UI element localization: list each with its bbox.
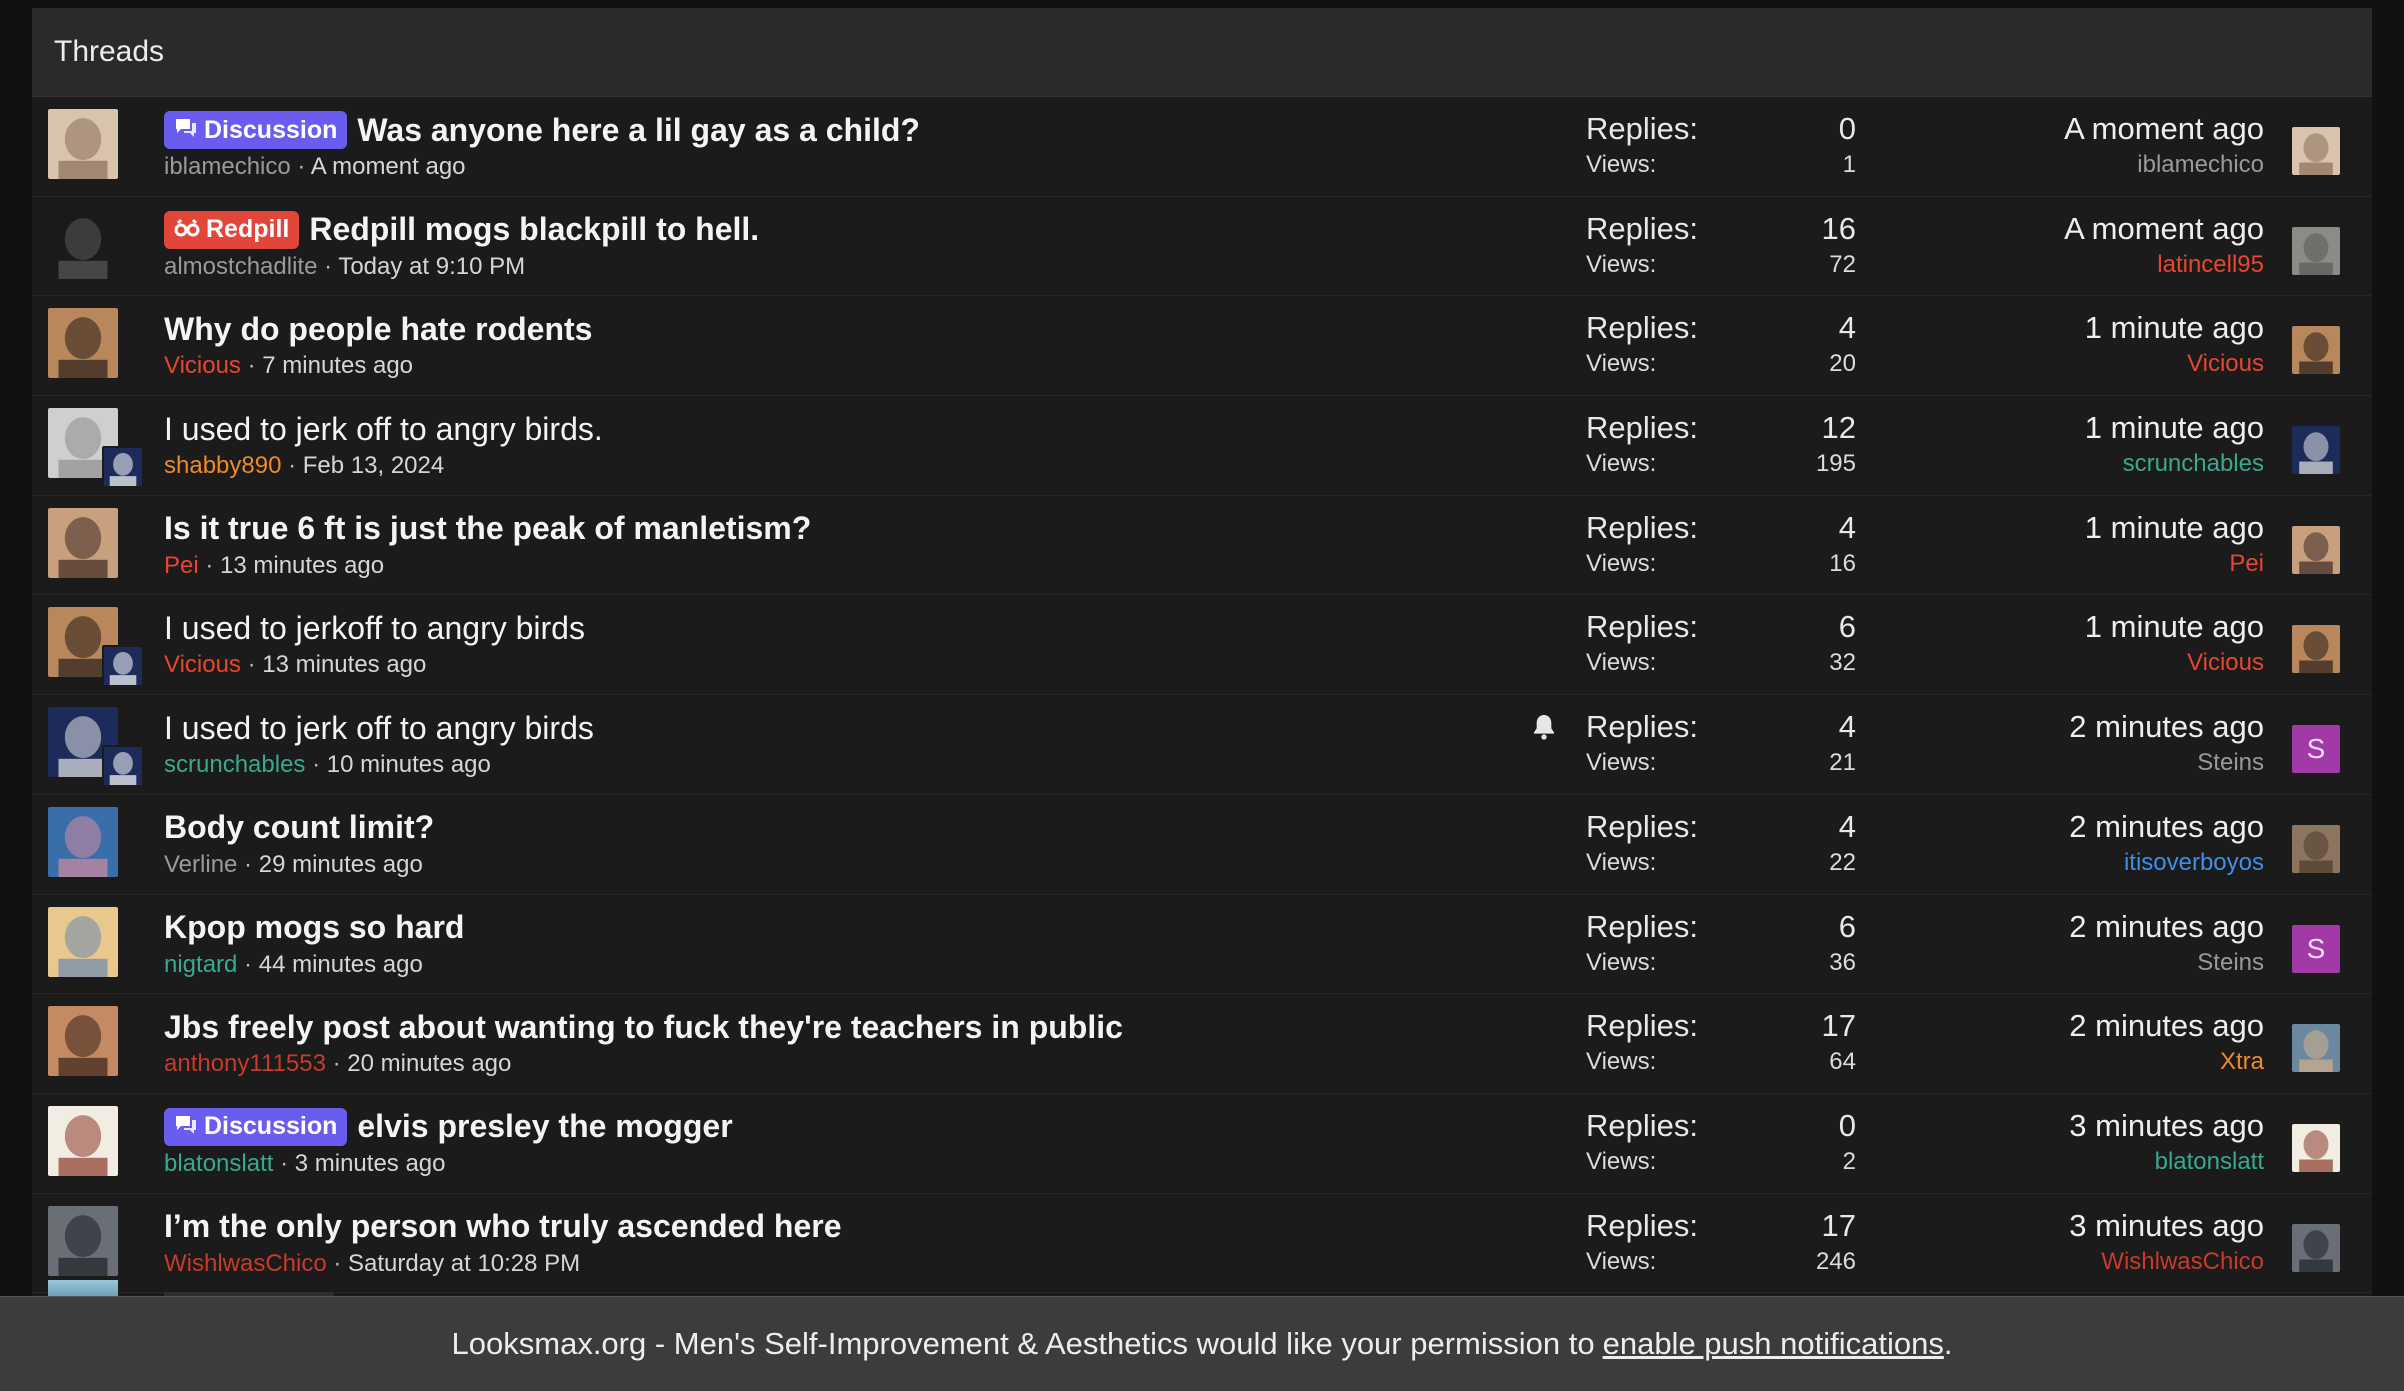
thread-meta: [164, 253, 1552, 281]
thread-stats: [1586, 1206, 1856, 1278]
last-poster[interactable]: itisoverboyos: [2123, 848, 2264, 876]
thread-author[interactable]: blatonslatt: [164, 1149, 274, 1177]
replies-stat: [1586, 607, 1856, 647]
last-post-time[interactable]: 1 minute ago: [2084, 410, 2264, 446]
thread-start-date[interactable]: 13 minutes ago: [220, 551, 385, 579]
replies-label: Replies:: [1586, 1008, 1698, 1044]
last-poster-avatar[interactable]: [2292, 1124, 2340, 1172]
replies-count: 6: [1838, 908, 1856, 944]
views-count: 16: [1829, 549, 1856, 577]
thread-row[interactable]: [32, 496, 2372, 596]
replies-stat: [1586, 508, 1856, 548]
views-label: Views:: [1586, 250, 1657, 278]
thread-author[interactable]: anthony111553: [164, 1050, 326, 1078]
thread-stats: [1586, 1106, 1856, 1178]
replies-stat: [1586, 408, 1856, 448]
views-stat: [1586, 249, 1856, 281]
replies-count: 0: [1838, 111, 1856, 146]
meta-separator: ·: [317, 252, 339, 280]
thread-row[interactable]: [32, 97, 2372, 197]
thread-start-date[interactable]: 44 minutes ago: [258, 950, 423, 978]
panel-header: [32, 8, 2372, 97]
thread-meta: [164, 1250, 1552, 1278]
thread-author[interactable]: Verline: [164, 850, 238, 878]
push-notification-banner: [0, 1296, 2404, 1391]
comments-icon: [174, 117, 198, 143]
thread-author[interactable]: Vicious: [164, 651, 241, 679]
last-poster[interactable]: Pei: [2229, 549, 2264, 577]
meta-separator: ·: [325, 1050, 348, 1078]
thread-title[interactable]: Why do people hate rodents: [164, 310, 593, 347]
prefix-discussion[interactable]: [164, 111, 347, 149]
prefix-label: Redpill: [206, 215, 290, 244]
replies-count: 16: [1821, 210, 1856, 246]
thread-meta: [164, 552, 1552, 580]
author-avatar[interactable]: [48, 508, 118, 578]
views-label: Views:: [1586, 749, 1657, 777]
views-count: 195: [1815, 450, 1856, 478]
thread-meta: [164, 751, 1552, 779]
title-line: [164, 1106, 1552, 1148]
replies-label: Replies:: [1586, 808, 1698, 844]
prefix-label: Discussion: [204, 1112, 338, 1141]
replies-label: Replies:: [1586, 709, 1698, 745]
thread-row[interactable]: [32, 795, 2372, 895]
views-stat: [1586, 1246, 1856, 1278]
thread-title[interactable]: Redpill mogs blackpill to hell.: [309, 211, 760, 248]
banner-period: .: [1943, 1326, 1953, 1361]
partial-avatar: [48, 1280, 118, 1296]
last-poster[interactable]: iblamechico: [2137, 151, 2264, 178]
meta-separator: ·: [240, 352, 263, 380]
title-line: [164, 109, 1552, 151]
views-stat: [1586, 947, 1856, 979]
thread-start-date[interactable]: 13 minutes ago: [262, 651, 427, 679]
author-avatar[interactable]: [48, 1206, 118, 1276]
last-poster-avatar[interactable]: [2292, 725, 2340, 773]
thread-title[interactable]: I used to jerk off to angry birds.: [164, 410, 603, 447]
thread-main: [164, 907, 1552, 979]
meta-separator: ·: [326, 1249, 349, 1277]
replies-label: Replies:: [1586, 509, 1698, 545]
meta-separator: ·: [273, 1149, 295, 1177]
prefix-label: Discussion: [204, 115, 338, 144]
thread-main: [164, 707, 1552, 779]
replies-count: 17: [1821, 1008, 1856, 1044]
thread-meta: [164, 1150, 1552, 1178]
thread-title[interactable]: Is it true 6 ft is just the peak of manletism?: [164, 510, 812, 547]
thread-list: [32, 97, 2372, 1293]
thread-row[interactable]: [32, 895, 2372, 995]
replies-count: 17: [1821, 1207, 1856, 1243]
thread-meta: [164, 951, 1552, 979]
views-count: 72: [1829, 250, 1856, 278]
thread-title[interactable]: elvis presley the mogger: [357, 1108, 733, 1145]
thread-start-date[interactable]: A moment ago: [310, 153, 466, 180]
replies-label: Replies:: [1586, 310, 1698, 346]
thread-row[interactable]: [32, 1094, 2372, 1194]
views-count: 36: [1829, 948, 1856, 976]
replies-stat: [1586, 209, 1856, 249]
last-poster[interactable]: Vicious: [2187, 350, 2264, 378]
last-post-info: [2085, 607, 2264, 679]
views-label: Views:: [1586, 948, 1657, 976]
views-stat: [1586, 747, 1856, 779]
replies-stat: [1586, 308, 1856, 348]
last-post-time[interactable]: 1 minute ago: [2084, 609, 2264, 645]
replies-count: 4: [1838, 310, 1856, 346]
replies-count: 12: [1821, 410, 1856, 446]
thread-author[interactable]: almostchadlite: [164, 252, 318, 280]
last-poster-avatar[interactable]: [2292, 326, 2340, 374]
last-post-time[interactable]: 3 minutes ago: [2069, 1207, 2264, 1243]
title-line: [164, 1006, 1552, 1048]
thread-author[interactable]: Vicious: [164, 352, 241, 380]
meta-separator: ·: [305, 751, 327, 779]
thread-row[interactable]: [32, 396, 2372, 496]
thread-title[interactable]: Was anyone here a lil gay as a child?: [357, 111, 920, 148]
views-count: 1: [1842, 151, 1856, 178]
last-poster[interactable]: scrunchables: [2122, 450, 2264, 478]
thread-meta: [164, 1050, 1552, 1078]
last-poster-avatar[interactable]: [2292, 825, 2340, 873]
last-poster-avatar[interactable]: [2292, 625, 2340, 673]
replies-label: Replies:: [1586, 210, 1698, 246]
thread-title[interactable]: I used to jerk off to angry birds: [164, 709, 594, 746]
replies-stat: [1586, 907, 1856, 947]
replies-count: 4: [1838, 808, 1856, 844]
author-avatar[interactable]: [48, 1106, 118, 1176]
views-stat: [1586, 647, 1856, 679]
last-poster-avatar[interactable]: [2292, 526, 2340, 574]
views-stat: [1586, 348, 1856, 380]
last-post-info: [2069, 707, 2264, 779]
thread-title[interactable]: I’m the only person who truly ascended here: [164, 1208, 842, 1245]
thread-start-date[interactable]: Feb 13, 2024: [302, 452, 445, 480]
thread-start-date[interactable]: Today at 9:10 PM: [338, 252, 526, 280]
replies-stat: [1586, 1206, 1856, 1246]
thread-meta: [164, 452, 1552, 480]
thread-author[interactable]: shabby890: [164, 452, 282, 480]
author-avatar[interactable]: [48, 209, 118, 279]
title-line: [164, 308, 1552, 350]
replies-label: Replies:: [1586, 410, 1698, 446]
meta-separator: ·: [281, 452, 303, 480]
comments-icon: [174, 1114, 198, 1140]
letter-avatar: S: [2292, 725, 2340, 773]
last-poster[interactable]: WishlwasChico: [2101, 1247, 2264, 1275]
letter-avatar: S: [2292, 925, 2340, 973]
views-label: Views:: [1586, 350, 1657, 378]
thread-main: [164, 508, 1552, 580]
last-post-info: [2069, 1106, 2264, 1178]
views-stat: [1586, 149, 1856, 181]
last-post-time[interactable]: 3 minutes ago: [2069, 1107, 2264, 1143]
thread-stats: [1586, 607, 1856, 679]
thread-meta: [164, 851, 1552, 879]
thread-title[interactable]: I used to jerkoff to angry birds: [164, 609, 585, 646]
last-post-info: [2069, 907, 2264, 979]
thread-main: [164, 408, 1552, 480]
thread-start-date[interactable]: 20 minutes ago: [347, 1050, 512, 1078]
thread-author[interactable]: scrunchables: [164, 751, 306, 779]
replies-count: 4: [1838, 709, 1856, 745]
replies-label: Replies:: [1586, 908, 1698, 944]
replies-label: Replies:: [1586, 1207, 1698, 1243]
views-label: Views:: [1586, 450, 1657, 478]
last-post-time[interactable]: 1 minute ago: [2084, 310, 2264, 346]
thread-main: [164, 607, 1552, 679]
thread-author[interactable]: Pei: [164, 551, 199, 579]
last-poster[interactable]: latincell95: [2157, 250, 2264, 278]
views-stat: [1586, 448, 1856, 480]
views-label: Views:: [1586, 1048, 1657, 1076]
thread-author[interactable]: nigtard: [164, 950, 238, 978]
title-line: [164, 707, 1552, 749]
last-poster-avatar[interactable]: [2292, 426, 2340, 474]
title-line: [164, 508, 1552, 550]
thread-meta: [164, 153, 1552, 181]
thread-title[interactable]: Kpop mogs so hard: [164, 909, 465, 945]
thread-start-date[interactable]: 7 minutes ago: [262, 352, 414, 380]
last-post-info: [2069, 1206, 2264, 1278]
last-poster-avatar[interactable]: [2292, 1024, 2340, 1072]
thread-row[interactable]: [32, 695, 2372, 795]
views-stat: [1586, 548, 1856, 580]
last-post-info: [2064, 209, 2264, 281]
thread-stats: [1586, 807, 1856, 879]
last-post-time[interactable]: 2 minutes ago: [2069, 808, 2264, 844]
last-post-time[interactable]: 2 minutes ago: [2069, 1008, 2264, 1044]
last-post-time[interactable]: 2 minutes ago: [2069, 908, 2264, 944]
title-line: [164, 907, 1552, 949]
last-post-time[interactable]: 2 minutes ago: [2069, 709, 2264, 745]
author-avatar[interactable]: [48, 907, 118, 977]
prefix-discussion[interactable]: [164, 1108, 347, 1146]
meta-separator: ·: [237, 850, 259, 878]
watched-bell-icon: [1528, 711, 1560, 743]
author-avatar[interactable]: [48, 807, 118, 877]
title-line: [164, 209, 1552, 251]
replies-count: 4: [1838, 509, 1856, 545]
meta-separator: ·: [240, 651, 263, 679]
views-stat: [1586, 1146, 1856, 1178]
last-poster-mini-avatar[interactable]: [102, 446, 144, 488]
thread-main: [164, 1106, 1552, 1178]
thread-row[interactable]: [32, 994, 2372, 1094]
last-post-info: [2069, 807, 2264, 879]
last-post-info: [2085, 408, 2264, 480]
views-label: Views:: [1586, 549, 1657, 577]
author-avatar[interactable]: [48, 109, 118, 179]
last-poster[interactable]: Xtra: [2219, 1048, 2264, 1076]
thread-stats: [1586, 209, 1856, 281]
replies-stat: [1586, 807, 1856, 847]
thread-stats: [1586, 707, 1856, 779]
thread-stats: [1586, 109, 1856, 181]
title-line: [164, 408, 1552, 450]
thread-stats: [1586, 408, 1856, 480]
thread-main: [164, 1006, 1552, 1078]
thread-start-date[interactable]: 10 minutes ago: [326, 751, 491, 779]
last-poster[interactable]: blatonslatt: [2154, 1147, 2264, 1175]
thread-start-date[interactable]: Saturday at 10:28 PM: [348, 1249, 581, 1277]
views-stat: [1586, 847, 1856, 879]
thread-row[interactable]: [32, 595, 2372, 695]
last-poster-avatar[interactable]: [2292, 1224, 2340, 1272]
thread-start-date[interactable]: 29 minutes ago: [258, 850, 423, 878]
views-label: Views:: [1586, 151, 1657, 178]
last-poster[interactable]: Steins: [2197, 948, 2264, 976]
last-post-info: [2064, 109, 2264, 181]
last-post-time[interactable]: A moment ago: [2064, 111, 2264, 146]
thread-title[interactable]: Jbs freely post about wanting to fuck they're teachers in public: [164, 1008, 1123, 1045]
thread-stats: [1586, 907, 1856, 979]
thread-main: [164, 1206, 1552, 1278]
replies-stat: [1586, 109, 1856, 149]
last-post-info: [2069, 1006, 2264, 1078]
views-count: 22: [1829, 848, 1856, 876]
last-post-info: [2085, 508, 2264, 580]
last-poster-avatar[interactable]: [2292, 925, 2340, 973]
replies-count: 0: [1838, 1107, 1856, 1143]
last-poster-avatar[interactable]: [2292, 127, 2340, 175]
title-line: [164, 1206, 1552, 1248]
thread-main: [164, 109, 1552, 181]
meta-separator: ·: [198, 551, 221, 579]
thread-stats: [1586, 308, 1856, 380]
thread-meta: [164, 651, 1552, 679]
views-count: 20: [1829, 350, 1856, 378]
banner-text: Looksmax.org - Men's Self-Improvement & Aesthetics would like your permission to: [451, 1326, 1595, 1361]
threads-panel: [32, 8, 2372, 1390]
thread-stats: [1586, 508, 1856, 580]
views-count: 21: [1829, 749, 1856, 777]
thread-row[interactable]: [32, 296, 2372, 396]
views-label: Views:: [1586, 1147, 1657, 1175]
last-poster[interactable]: Vicious: [2187, 649, 2264, 677]
thread-start-date[interactable]: 3 minutes ago: [294, 1149, 446, 1177]
last-poster[interactable]: Steins: [2197, 749, 2264, 777]
views-count: 246: [1815, 1247, 1856, 1275]
title-line: [164, 807, 1552, 849]
last-poster-mini-avatar[interactable]: [102, 645, 144, 687]
prefix-redpill[interactable]: [164, 211, 299, 249]
meta-separator: ·: [290, 153, 311, 180]
replies-label: Replies:: [1586, 1107, 1698, 1143]
thread-meta: [164, 352, 1552, 380]
author-avatar[interactable]: [48, 1006, 118, 1076]
views-label: Views:: [1586, 848, 1657, 876]
last-post-time[interactable]: A moment ago: [2064, 210, 2264, 246]
views-label: Views:: [1586, 649, 1657, 677]
author-avatar[interactable]: [48, 308, 118, 378]
views-count: 32: [1829, 649, 1856, 677]
replies-stat: [1586, 1106, 1856, 1146]
thread-main: [164, 209, 1552, 281]
views-label: Views:: [1586, 1247, 1657, 1275]
views-stat: [1586, 1046, 1856, 1078]
thread-title[interactable]: Body count limit?: [164, 809, 435, 846]
enable-push-link[interactable]: enable push notifications: [1602, 1326, 1944, 1361]
last-post-time[interactable]: 1 minute ago: [2084, 509, 2264, 545]
views-count: 64: [1829, 1048, 1856, 1076]
thread-stats: [1586, 1006, 1856, 1078]
meta-separator: ·: [237, 950, 259, 978]
last-poster-mini-avatar[interactable]: [102, 745, 144, 787]
thread-main: [164, 308, 1552, 380]
thread-author[interactable]: WishlwasChico: [164, 1249, 327, 1277]
thread-row[interactable]: [32, 197, 2372, 297]
replies-stat: [1586, 707, 1856, 747]
glasses-icon: [174, 218, 200, 242]
replies-label: Replies:: [1586, 111, 1698, 146]
replies-stat: [1586, 1006, 1856, 1046]
thread-row[interactable]: [32, 1194, 2372, 1294]
replies-label: Replies:: [1586, 609, 1698, 645]
views-count: 2: [1842, 1147, 1856, 1175]
title-line: [164, 607, 1552, 649]
thread-author[interactable]: iblamechico: [164, 153, 291, 180]
panel-title: Threads: [54, 35, 165, 68]
last-post-info: [2085, 308, 2264, 380]
thread-main: [164, 807, 1552, 879]
last-poster-avatar[interactable]: [2292, 227, 2340, 275]
replies-count: 6: [1838, 609, 1856, 645]
